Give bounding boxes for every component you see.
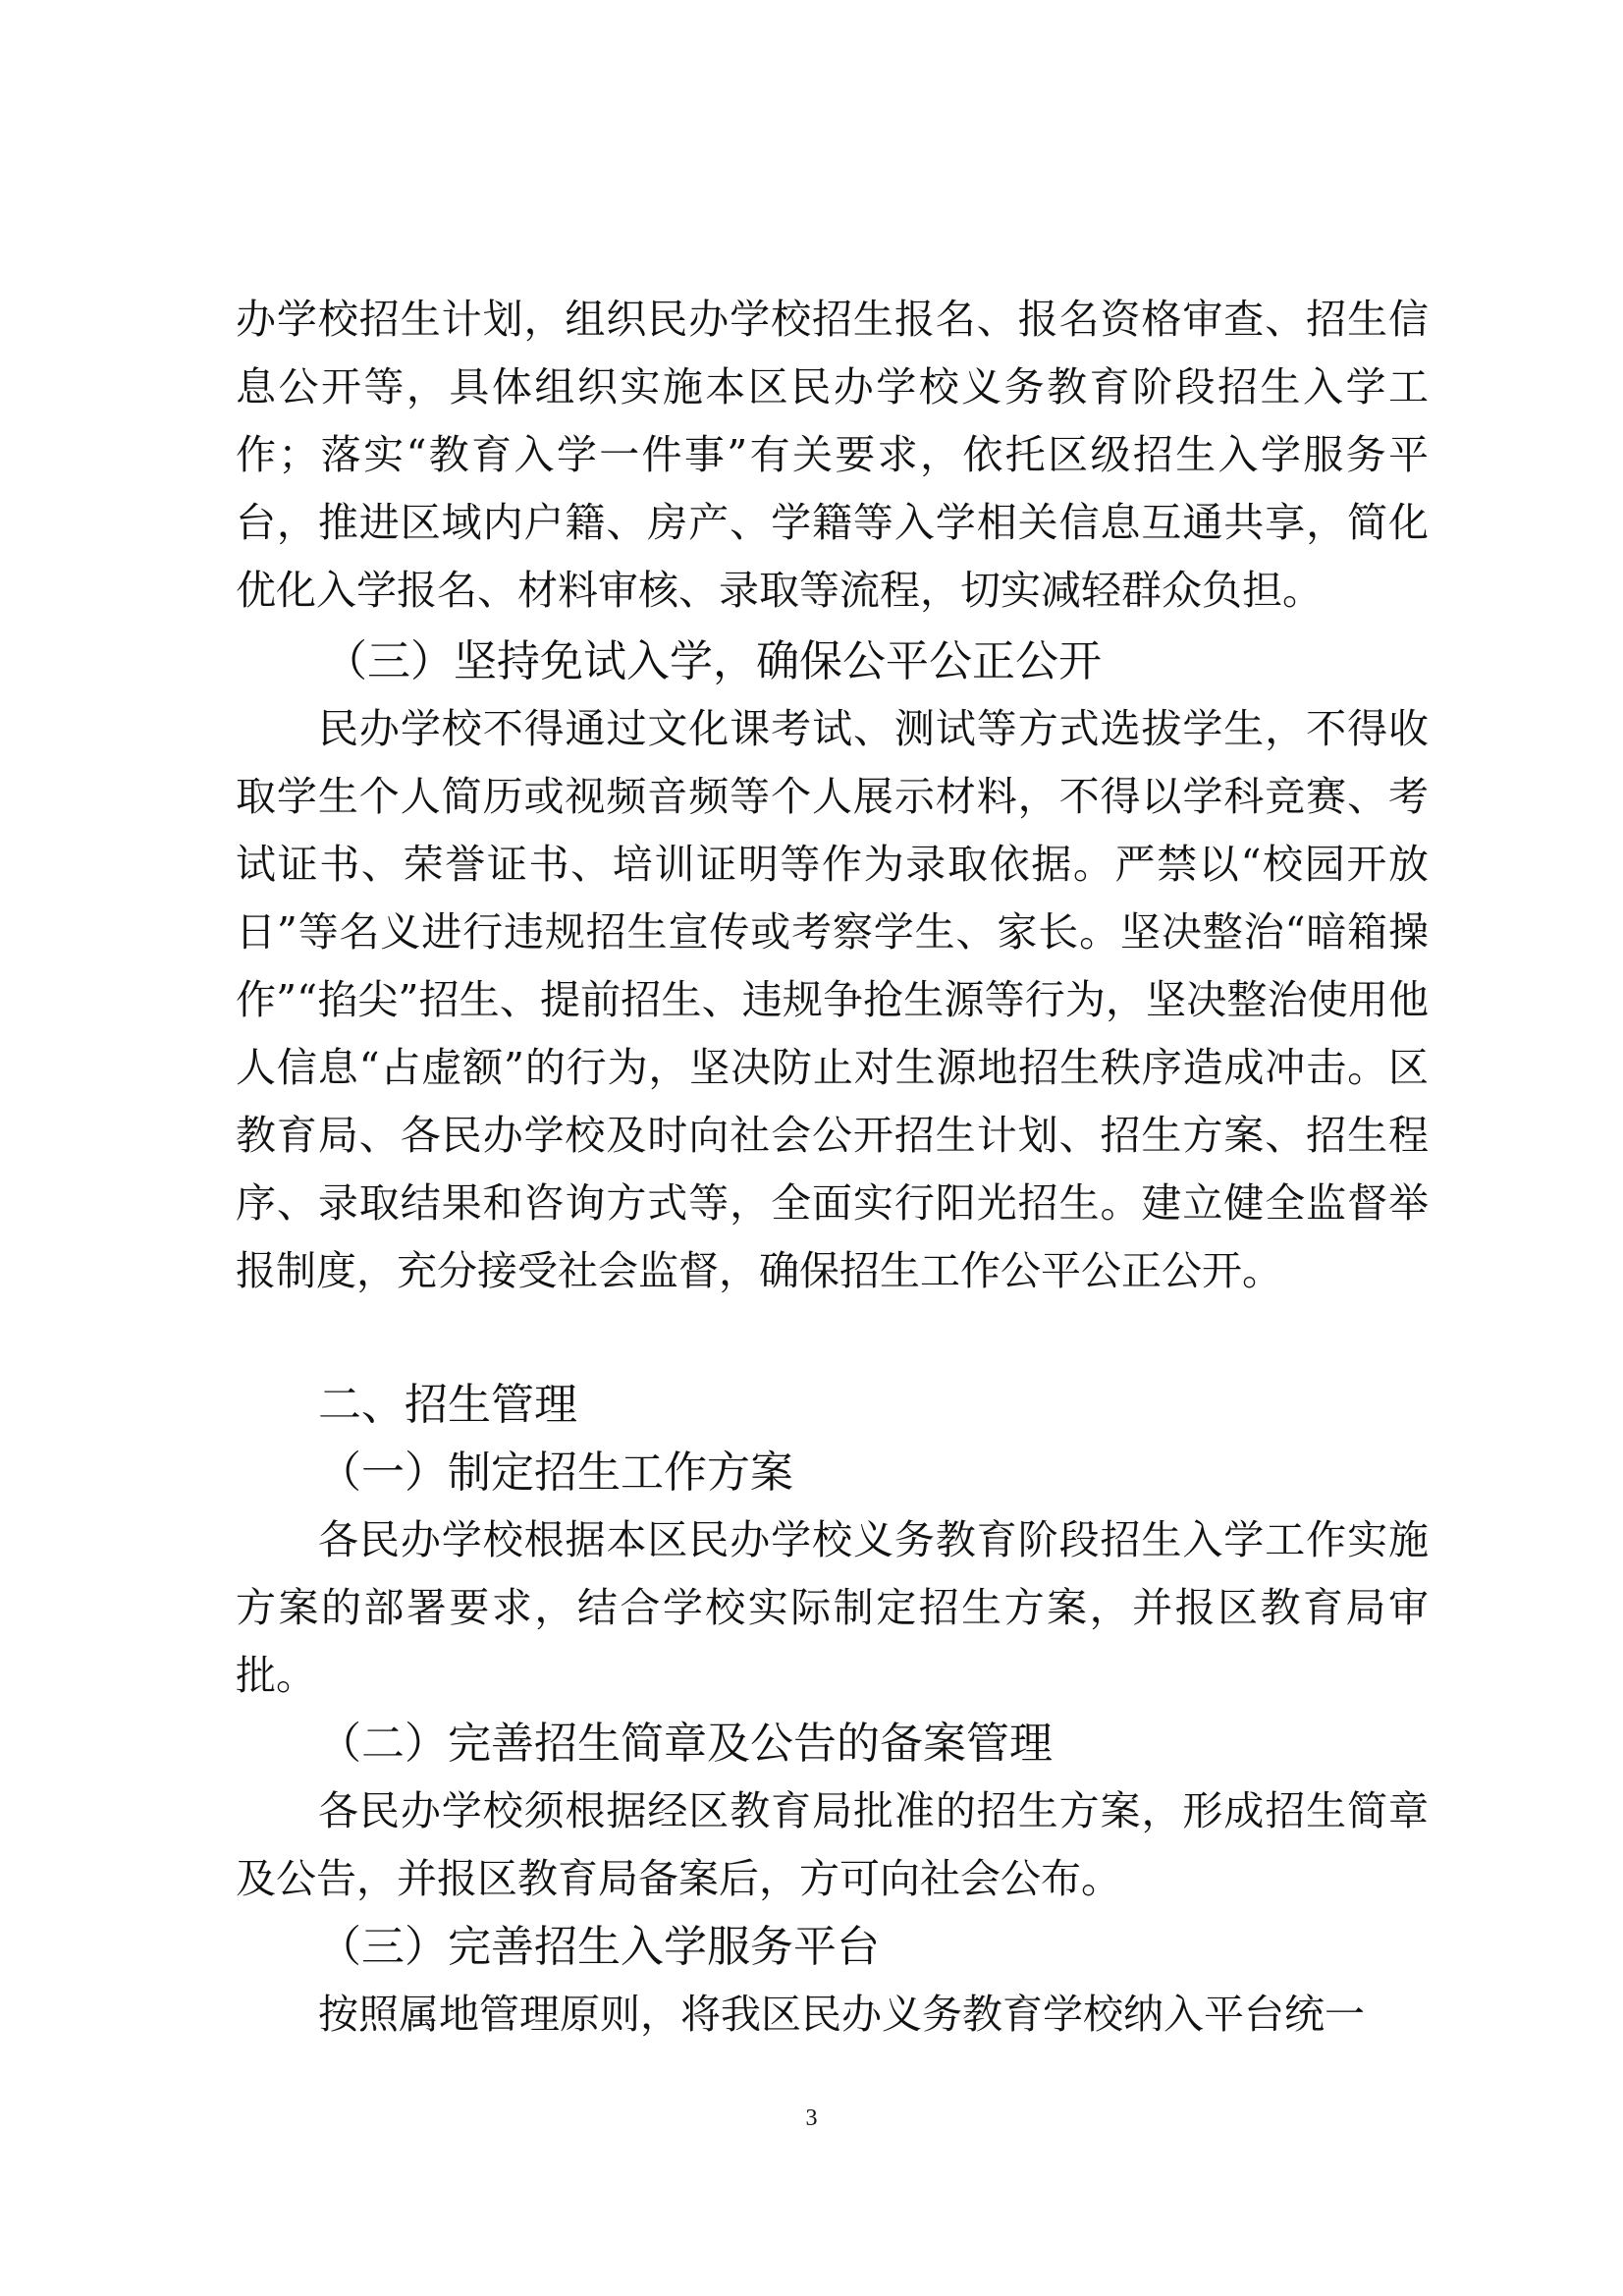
subheading-one-work-plan: （一）制定招生工作方案 [318,1448,793,1498]
paragraph-continuation: 办学校招生计划，组织民办学校招生报名、报名资格审查、招生信息公开等，具体组织实施本区民办学校义务教育阶段招生入学工作；落实“教育入学一件事”有关要求，依托区级招生入学服务平台，推进区域内户籍、房产、学籍等入学相关信息互通共享，简化优化入学报名、材料审核、录取等流程，切实减轻群众负担。 [236,296,1429,614]
paragraph-exam-free: 民办学校不得通过文化课考试、测试等方式选拔学生，不得收取学生个人简历或视频音频等个人展示材料，不得以学科竞赛、考试证书、荣誉证书、培训证明等作为录取依据。严禁以“校园开放日”等名义进行违规招生宣传或考察学生、家长。坚决整治“暗箱操作”“掐尖”招生、提前招生、违规争抢生源等行为，坚决整治使用他人信息“占虚额”的行为，坚决防止对生源地招生秩序造成冲击。区教育局、各民办学校及时向社会公开招生计划、招生方案、招生程序、录取结果和咨询方式等，全面实行阳光招生。建立健全监督举报制度，充分接受社会监督，确保招生工作公平公正公开。 [236,705,1429,1294]
paragraph-work-plan: 各民办学校根据本区民办学校义务教育阶段招生入学工作实施方案的部署要求，结合学校实际制定招生方案，并报区教育局审批。 [236,1516,1429,1699]
subheading-three-exam-free: （三）坚持免试入学，确保公平公正公开 [324,636,1102,686]
paragraph-filing: 各民办学校须根据经区教育局批准的招生方案，形成招生简章及公告，并报区教育局备案后，方可向社会公布。 [236,1787,1429,1902]
paragraph-platform: 按照属地管理原则，将我区民办义务教育学校纳入平台统一 [318,1991,1365,2038]
subheading-two-filing: （二）完善招生简章及公告的备案管理 [318,1719,1053,1769]
subheading-three-platform: （三）完善招生入学服务平台 [318,1922,880,1972]
page-number: 3 [805,2105,818,2131]
section-heading-admission-management: 二、招生管理 [318,1380,577,1430]
